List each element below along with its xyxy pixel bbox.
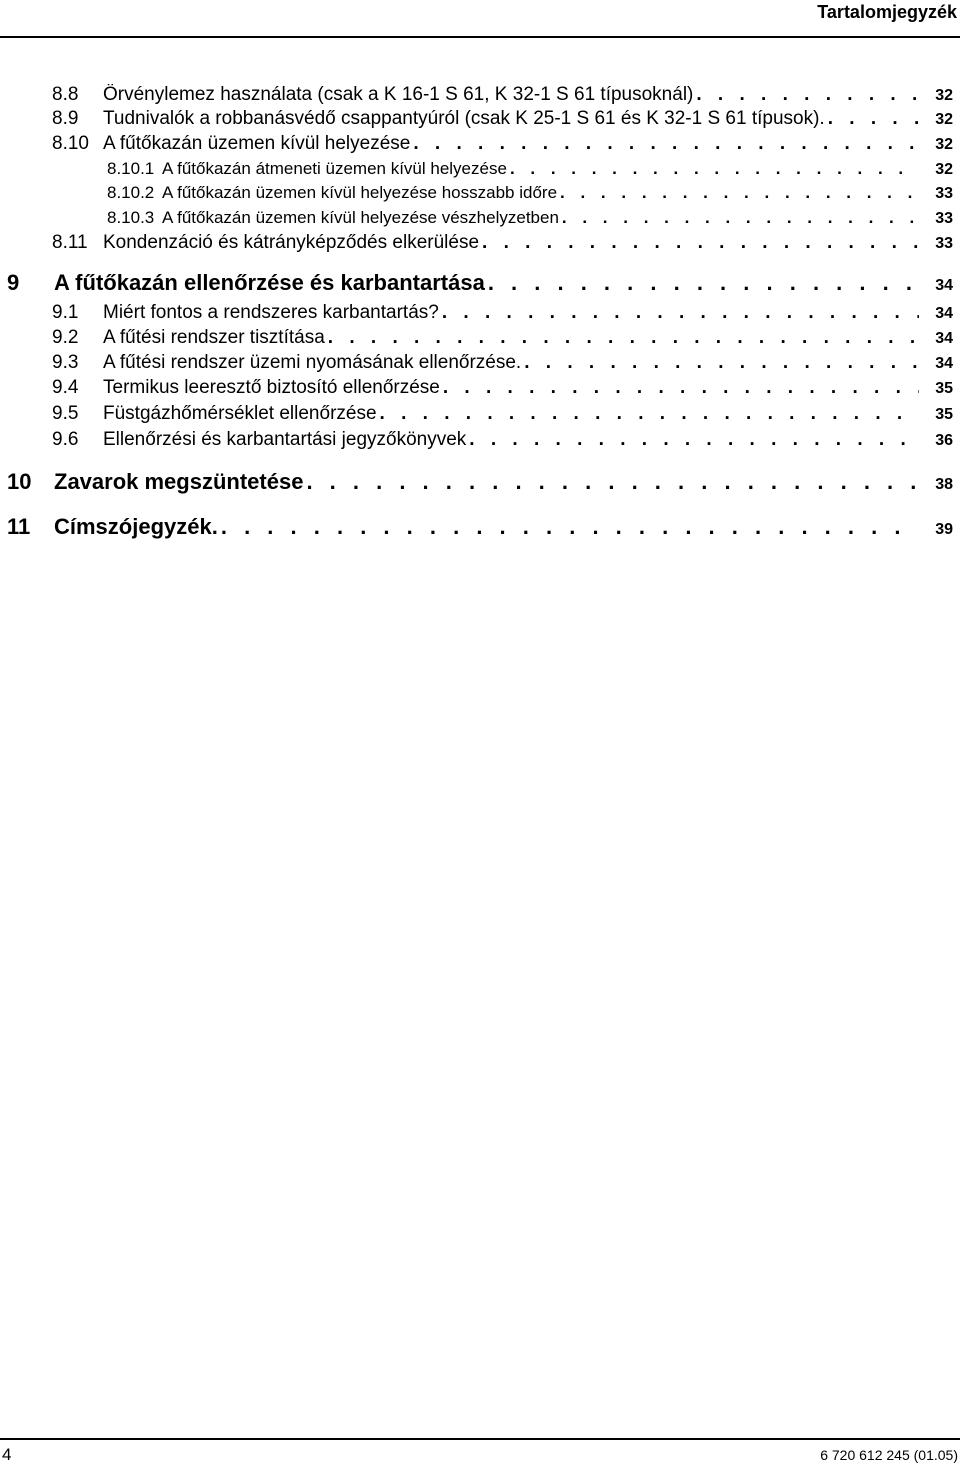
toc-number: 9.1 bbox=[52, 302, 79, 323]
footer-doc-code: 6 720 612 245 (01.05) bbox=[820, 1447, 958, 1463]
toc-leader-dots bbox=[828, 108, 919, 130]
toc-page: 33 bbox=[935, 185, 953, 202]
toc-entry-9-1[interactable] bbox=[52, 302, 953, 324]
toc-title: Ellenőrzési és karbantartási jegyzőkönyvek bbox=[103, 429, 467, 450]
header-rule bbox=[0, 36, 960, 38]
toc-page: 32 bbox=[935, 111, 953, 128]
toc-chapter-10[interactable] bbox=[7, 469, 953, 495]
toc-number: 8.10.3 bbox=[107, 208, 155, 227]
toc-chapter-number: 9 bbox=[7, 270, 20, 295]
toc-number: 9.2 bbox=[52, 327, 79, 348]
toc-page: 38 bbox=[935, 476, 953, 493]
toc-leader-dots bbox=[560, 183, 919, 203]
toc-entry-8-10-1[interactable] bbox=[107, 159, 953, 179]
toc-page: 35 bbox=[935, 380, 953, 397]
toc-number: 8.9 bbox=[52, 108, 79, 129]
toc-title: Füstgázhőmérséklet ellenőrzése bbox=[103, 403, 377, 424]
toc-title: Tudnivalók a robbanásvédő csappantyúról (csak K 25-1 S 61 és K 32-1 S 61 típusok). bbox=[103, 108, 825, 129]
toc-entry-9-6[interactable] bbox=[52, 429, 953, 451]
toc-leader-dots bbox=[696, 84, 919, 106]
toc-number: 9.6 bbox=[52, 429, 79, 450]
toc-page: 33 bbox=[935, 210, 953, 227]
toc-page: 34 bbox=[935, 330, 953, 347]
toc-page: 32 bbox=[935, 136, 953, 153]
footer-page-number: 4 bbox=[2, 1445, 12, 1464]
toc-entry-8-10-2[interactable] bbox=[107, 183, 953, 203]
toc-chapter-number: 10 bbox=[7, 469, 32, 494]
toc-entry-9-2[interactable] bbox=[52, 327, 953, 349]
toc-page: 34 bbox=[935, 355, 953, 372]
toc-title: A fűtési rendszer tisztítása bbox=[103, 327, 325, 348]
toc-leader-dots bbox=[482, 232, 919, 254]
toc-entry-9-3[interactable] bbox=[52, 352, 953, 374]
toc-number: 8.11 bbox=[52, 232, 88, 253]
toc-leader-dots bbox=[510, 159, 919, 179]
toc-title: A fűtőkazán átmeneti üzemen kívül helyezése bbox=[162, 159, 507, 178]
toc-entry-9-4[interactable] bbox=[52, 377, 953, 399]
toc-leader-dots bbox=[328, 327, 919, 349]
toc-page: 34 bbox=[935, 277, 953, 294]
toc-chapter-title: A fűtőkazán ellenőrzése és karbantartása bbox=[54, 270, 485, 295]
toc-title: Kondenzáció és kátrányképződés elkerülése bbox=[103, 232, 480, 253]
toc-leader-dots bbox=[221, 514, 919, 540]
toc-leader-dots bbox=[306, 469, 919, 495]
toc-page: 33 bbox=[935, 235, 953, 252]
toc-leader-dots bbox=[413, 133, 919, 155]
toc-title: A fűtési rendszer üzemi nyomásának ellenőrzése. bbox=[103, 352, 522, 373]
toc-page: 32 bbox=[935, 161, 953, 178]
toc-leader-dots bbox=[442, 302, 919, 324]
toc-page: 35 bbox=[935, 406, 953, 423]
toc-leader-dots bbox=[443, 377, 919, 399]
toc-page: 36 bbox=[935, 432, 953, 449]
toc-chapter-number: 11 bbox=[7, 514, 31, 539]
toc-number: 8.10.1 bbox=[107, 159, 155, 178]
toc-number: 8.8 bbox=[52, 84, 79, 105]
toc-number: 9.3 bbox=[52, 352, 79, 373]
toc-page: 34 bbox=[935, 305, 953, 322]
toc-chapter-title: Zavarok megszüntetése bbox=[54, 469, 304, 494]
toc-entry-8-9[interactable] bbox=[52, 108, 953, 130]
toc-title: Örvénylemez használata (csak a K 16-1 S 61, K 32-1 S 61 típusoknál) bbox=[103, 84, 694, 105]
header-title: Tartalomjegyzék bbox=[817, 2, 957, 22]
toc-entry-8-10[interactable] bbox=[52, 133, 953, 155]
toc-title: Miért fontos a rendszeres karbantartás? bbox=[103, 302, 439, 323]
toc-chapter-title: Címszójegyzék. bbox=[54, 514, 218, 539]
footer-rule bbox=[0, 1438, 960, 1440]
toc-leader-dots bbox=[562, 208, 919, 228]
toc-entry-9-5[interactable] bbox=[52, 403, 953, 425]
toc-leader-dots bbox=[469, 429, 919, 451]
toc-entry-8-10-3[interactable] bbox=[107, 208, 953, 228]
toc-number: 8.10.2 bbox=[107, 183, 155, 202]
toc-leader-dots bbox=[380, 403, 919, 425]
toc-entry-8-11[interactable] bbox=[52, 232, 953, 254]
toc-title: A fűtőkazán üzemen kívül helyezése bbox=[103, 133, 411, 154]
toc-number: 8.10 bbox=[52, 133, 89, 154]
toc-number: 9.4 bbox=[52, 377, 79, 398]
toc-title: A fűtőkazán üzemen kívül helyezése vészhelyzetben bbox=[162, 208, 559, 227]
toc-entry-8-8[interactable] bbox=[52, 84, 953, 106]
toc-chapter-9[interactable] bbox=[7, 270, 953, 296]
toc-page: 32 bbox=[935, 87, 953, 104]
toc-chapter-11[interactable] bbox=[7, 514, 953, 540]
toc-title: A fűtőkazán üzemen kívül helyezése hosszabb időre bbox=[162, 183, 558, 202]
toc-leader-dots bbox=[488, 270, 919, 296]
toc-number: 9.5 bbox=[52, 403, 79, 424]
toc-leader-dots bbox=[524, 352, 919, 374]
toc-page: 39 bbox=[935, 521, 953, 538]
toc-title: Termikus leeresztő biztosító ellenőrzése bbox=[103, 377, 440, 398]
